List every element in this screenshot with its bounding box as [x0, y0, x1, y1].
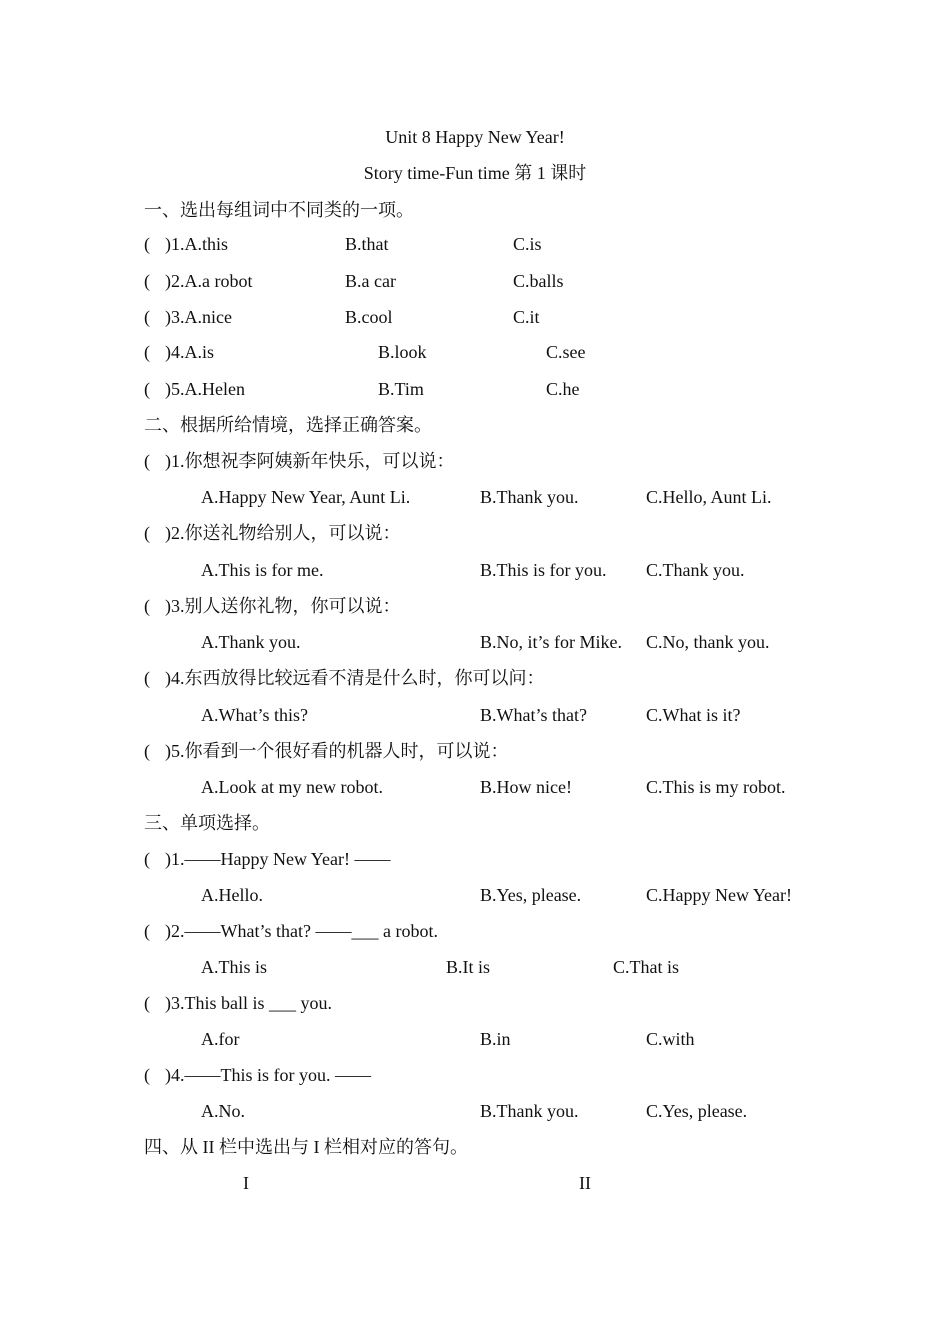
option-b: B.Thank you.	[480, 1101, 579, 1121]
option-b: B.cool	[345, 307, 393, 327]
option-a: )5.A.Helen	[165, 379, 245, 399]
option-b: B.in	[480, 1029, 511, 1049]
option-a: A.Thank you.	[201, 632, 301, 652]
answer-paren[interactable]: (	[144, 1065, 150, 1085]
option-b: B.Thank you.	[480, 487, 579, 507]
answer-paren[interactable]: (	[144, 993, 150, 1013]
question-text: )2.你送礼物给别人，可以说：	[165, 523, 401, 543]
question-text: )2.——What’s that? ——___ a robot.	[165, 921, 438, 941]
section-4-heading: 四、从 II 栏中选出与 I 栏相对应的答句。	[144, 1137, 468, 1157]
option-a: A.Happy New Year, Aunt Li.	[201, 487, 411, 507]
option-a: A.No.	[201, 1101, 245, 1121]
section-1-heading: 一、选出每组词中不同类的一项。	[144, 200, 414, 220]
question-text: )3.别人送你礼物，你可以说：	[165, 596, 401, 616]
option-c: C.it	[513, 307, 540, 327]
question-text: )4.——This is for you. ——	[165, 1065, 371, 1085]
answer-paren[interactable]: (	[144, 379, 150, 399]
answer-paren[interactable]: (	[144, 596, 150, 616]
answer-paren[interactable]: (	[144, 668, 150, 688]
option-c: C.Hello, Aunt Li.	[646, 487, 772, 507]
option-b: B.It is	[446, 957, 491, 977]
option-b: B.that	[345, 234, 389, 254]
option-c: C.with	[646, 1029, 695, 1049]
answer-paren[interactable]: (	[144, 741, 150, 761]
option-c: C.That is	[613, 957, 679, 977]
option-b: B.No, it’s for Mike.	[480, 632, 622, 652]
option-c: C.Thank you.	[646, 560, 745, 580]
option-a: A.What’s this?	[201, 705, 308, 725]
question-text: )3.This ball is ___ you.	[165, 993, 332, 1013]
answer-paren[interactable]: (	[144, 921, 150, 941]
answer-paren[interactable]: (	[144, 849, 150, 869]
section-3-heading: 三、单项选择。	[144, 813, 270, 833]
option-a: )1.A.this	[165, 234, 228, 254]
option-b: B.look	[378, 342, 427, 362]
option-a: A.Look at my new robot.	[201, 777, 383, 797]
option-a: )3.A.nice	[165, 307, 232, 327]
option-c: C.Happy New Year!	[646, 885, 792, 905]
question-text: )1.你想祝李阿姨新年快乐，可以说：	[165, 451, 455, 471]
option-b: B.a car	[345, 271, 396, 291]
question-text: )1.——Happy New Year! ——	[165, 849, 391, 869]
answer-paren[interactable]: (	[144, 342, 150, 362]
option-c: C.balls	[513, 271, 564, 291]
option-a: A.This is for me.	[201, 560, 324, 580]
option-b: B.Yes, please.	[480, 885, 582, 905]
answer-paren[interactable]: (	[144, 451, 150, 471]
column-i-label: I	[243, 1173, 249, 1193]
option-c: C.he	[546, 379, 580, 399]
answer-paren[interactable]: (	[144, 234, 150, 254]
option-c: C.What is it?	[646, 705, 741, 725]
option-c: C.This is my robot.	[646, 777, 786, 797]
question-text: )5.你看到一个很好看的机器人时，可以说：	[165, 741, 509, 761]
page-title: Unit 8 Happy New Year!	[385, 127, 565, 147]
option-b: B.Tim	[378, 379, 424, 399]
answer-paren[interactable]: (	[144, 523, 150, 543]
option-b: B.What’s that?	[480, 705, 587, 725]
column-ii-label: II	[579, 1173, 591, 1193]
option-a: )4.A.is	[165, 342, 214, 362]
question-text: )4.东西放得比较远看不清是什么时，你可以问：	[165, 668, 545, 688]
option-a: A.This is	[201, 957, 268, 977]
option-b: B.This is for you.	[480, 560, 607, 580]
section-2-heading: 二、根据所给情境，选择正确答案。	[144, 415, 432, 435]
option-c: C.see	[546, 342, 586, 362]
option-c: C.is	[513, 234, 542, 254]
page-subtitle: Story time-Fun time 第 1 课时	[363, 163, 587, 183]
option-c: C.Yes, please.	[646, 1101, 748, 1121]
option-a: )2.A.a robot	[165, 271, 253, 291]
answer-paren[interactable]: (	[144, 307, 150, 327]
option-b: B.How nice!	[480, 777, 572, 797]
option-c: C.No, thank you.	[646, 632, 770, 652]
option-a: A.Hello.	[201, 885, 263, 905]
option-a: A.for	[201, 1029, 240, 1049]
answer-paren[interactable]: (	[144, 271, 150, 291]
